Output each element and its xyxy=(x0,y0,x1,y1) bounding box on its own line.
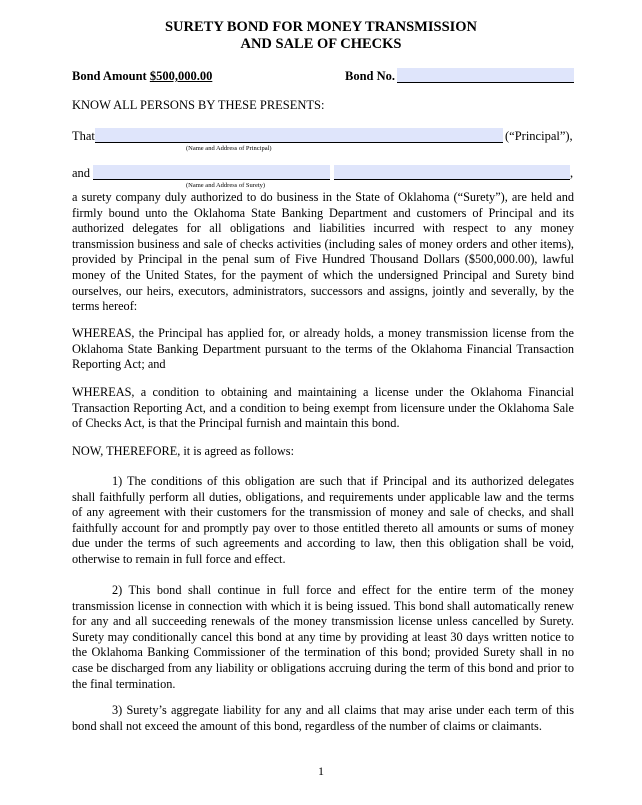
principal-name-address-field[interactable] xyxy=(95,128,503,143)
bond-no-label: Bond No. xyxy=(345,69,396,83)
know-all-heading: KNOW ALL PERSONS BY THESE PRESENTS: xyxy=(72,98,325,112)
surety-name-field[interactable] xyxy=(93,165,330,180)
bond-amount-label: Bond Amount xyxy=(72,69,147,83)
surety-paragraph: a surety company duly authorized to do business in the State of Oklahoma (“Surety”), are held and firmly bound unto the Oklahoma State Banking Department and customers of Principal and its authorized delegates for all obligations and liabilities incurred with respect to any money transmission business and sale of checks activities (including sales of money orders and other items), provided by Principal in the penal sum of Five Hundred Thousand Dollars ($500,000.00), lawful money of the United States, for the payment of which the undersigned Principal and Surety bind ourselves, our heirs, executors, administrators, successors and assigns, jointly and severally, by the terms hereof: xyxy=(72,190,574,314)
condition-1-paragraph: 1) The conditions of this obligation are such that if Principal and its authorized delegates shall faithfully perform all duties, obligations, and requirements under applicable law and the terms of any agreement with their customers for the transmission of money and sale of checks, and shall faithfully account for and promptly pay over to those entitled thereto all amounts or sums of money due under the terms of such agreements and according to law, then this obligation shall be void, otherwise to remain in full force and effect. xyxy=(72,474,574,566)
whereas-paragraph-2: WHEREAS, a condition to obtaining and maintaining a license under the Oklahoma Financial Transaction Reporting Act, and a condition to being exempt from licensure under the Oklahoma Sale of Checks Act, is that the Principal furnish and maintain this bond. xyxy=(72,385,574,431)
surety-address-field[interactable] xyxy=(334,165,570,180)
bond-no-field[interactable] xyxy=(397,68,574,83)
principal-hint: (Name and Address of Principal) xyxy=(186,145,272,152)
principal-suffix: (“Principal”), xyxy=(505,129,573,143)
document-title-line-1: SURETY BOND FOR MONEY TRANSMISSION xyxy=(164,19,478,35)
bond-amount-row xyxy=(72,69,212,84)
now-therefore-paragraph: NOW, THEREFORE, it is agreed as follows: xyxy=(72,444,295,458)
bond-amount-value: $500,000.00 xyxy=(149,69,213,83)
condition-3-paragraph: 3) Surety’s aggregate liability for any and all claims that may arise under each term of this bond shall not exceed the amount of this bond, regardless of the number of claims or claimants. xyxy=(72,703,574,733)
and-label: and xyxy=(72,166,91,180)
surety-suffix: , xyxy=(570,166,574,180)
surety-hint: (Name and Address of Surety) xyxy=(186,182,266,189)
whereas-paragraph-1: WHEREAS, the Principal has applied for, or already holds, a money transmission license from the Oklahoma State Banking Department pursuant to the terms of the Oklahoma Financial Transaction Reporting Act; and xyxy=(72,326,574,372)
document-title-line-2: AND SALE OF CHECKS xyxy=(240,36,402,52)
page-number: 1 xyxy=(318,764,324,778)
condition-2-paragraph: 2) This bond shall continue in full force and effect for the entire term of the money transmission license in connection with which it is being issued. This bond shall automatically renew for any and all succeeding renewals of the money transmission license unless cancelled by Surety. Surety may conditionally cancel this bond at any time by providing at least 30 days written notice to the Oklahoma Banking Commissioner of the termination of this bond; provided Surety shall in no case be discharged from any liability or obligations accruing during the term of this bond and prior to the final termination. xyxy=(72,583,574,691)
that-label: That xyxy=(72,129,95,143)
